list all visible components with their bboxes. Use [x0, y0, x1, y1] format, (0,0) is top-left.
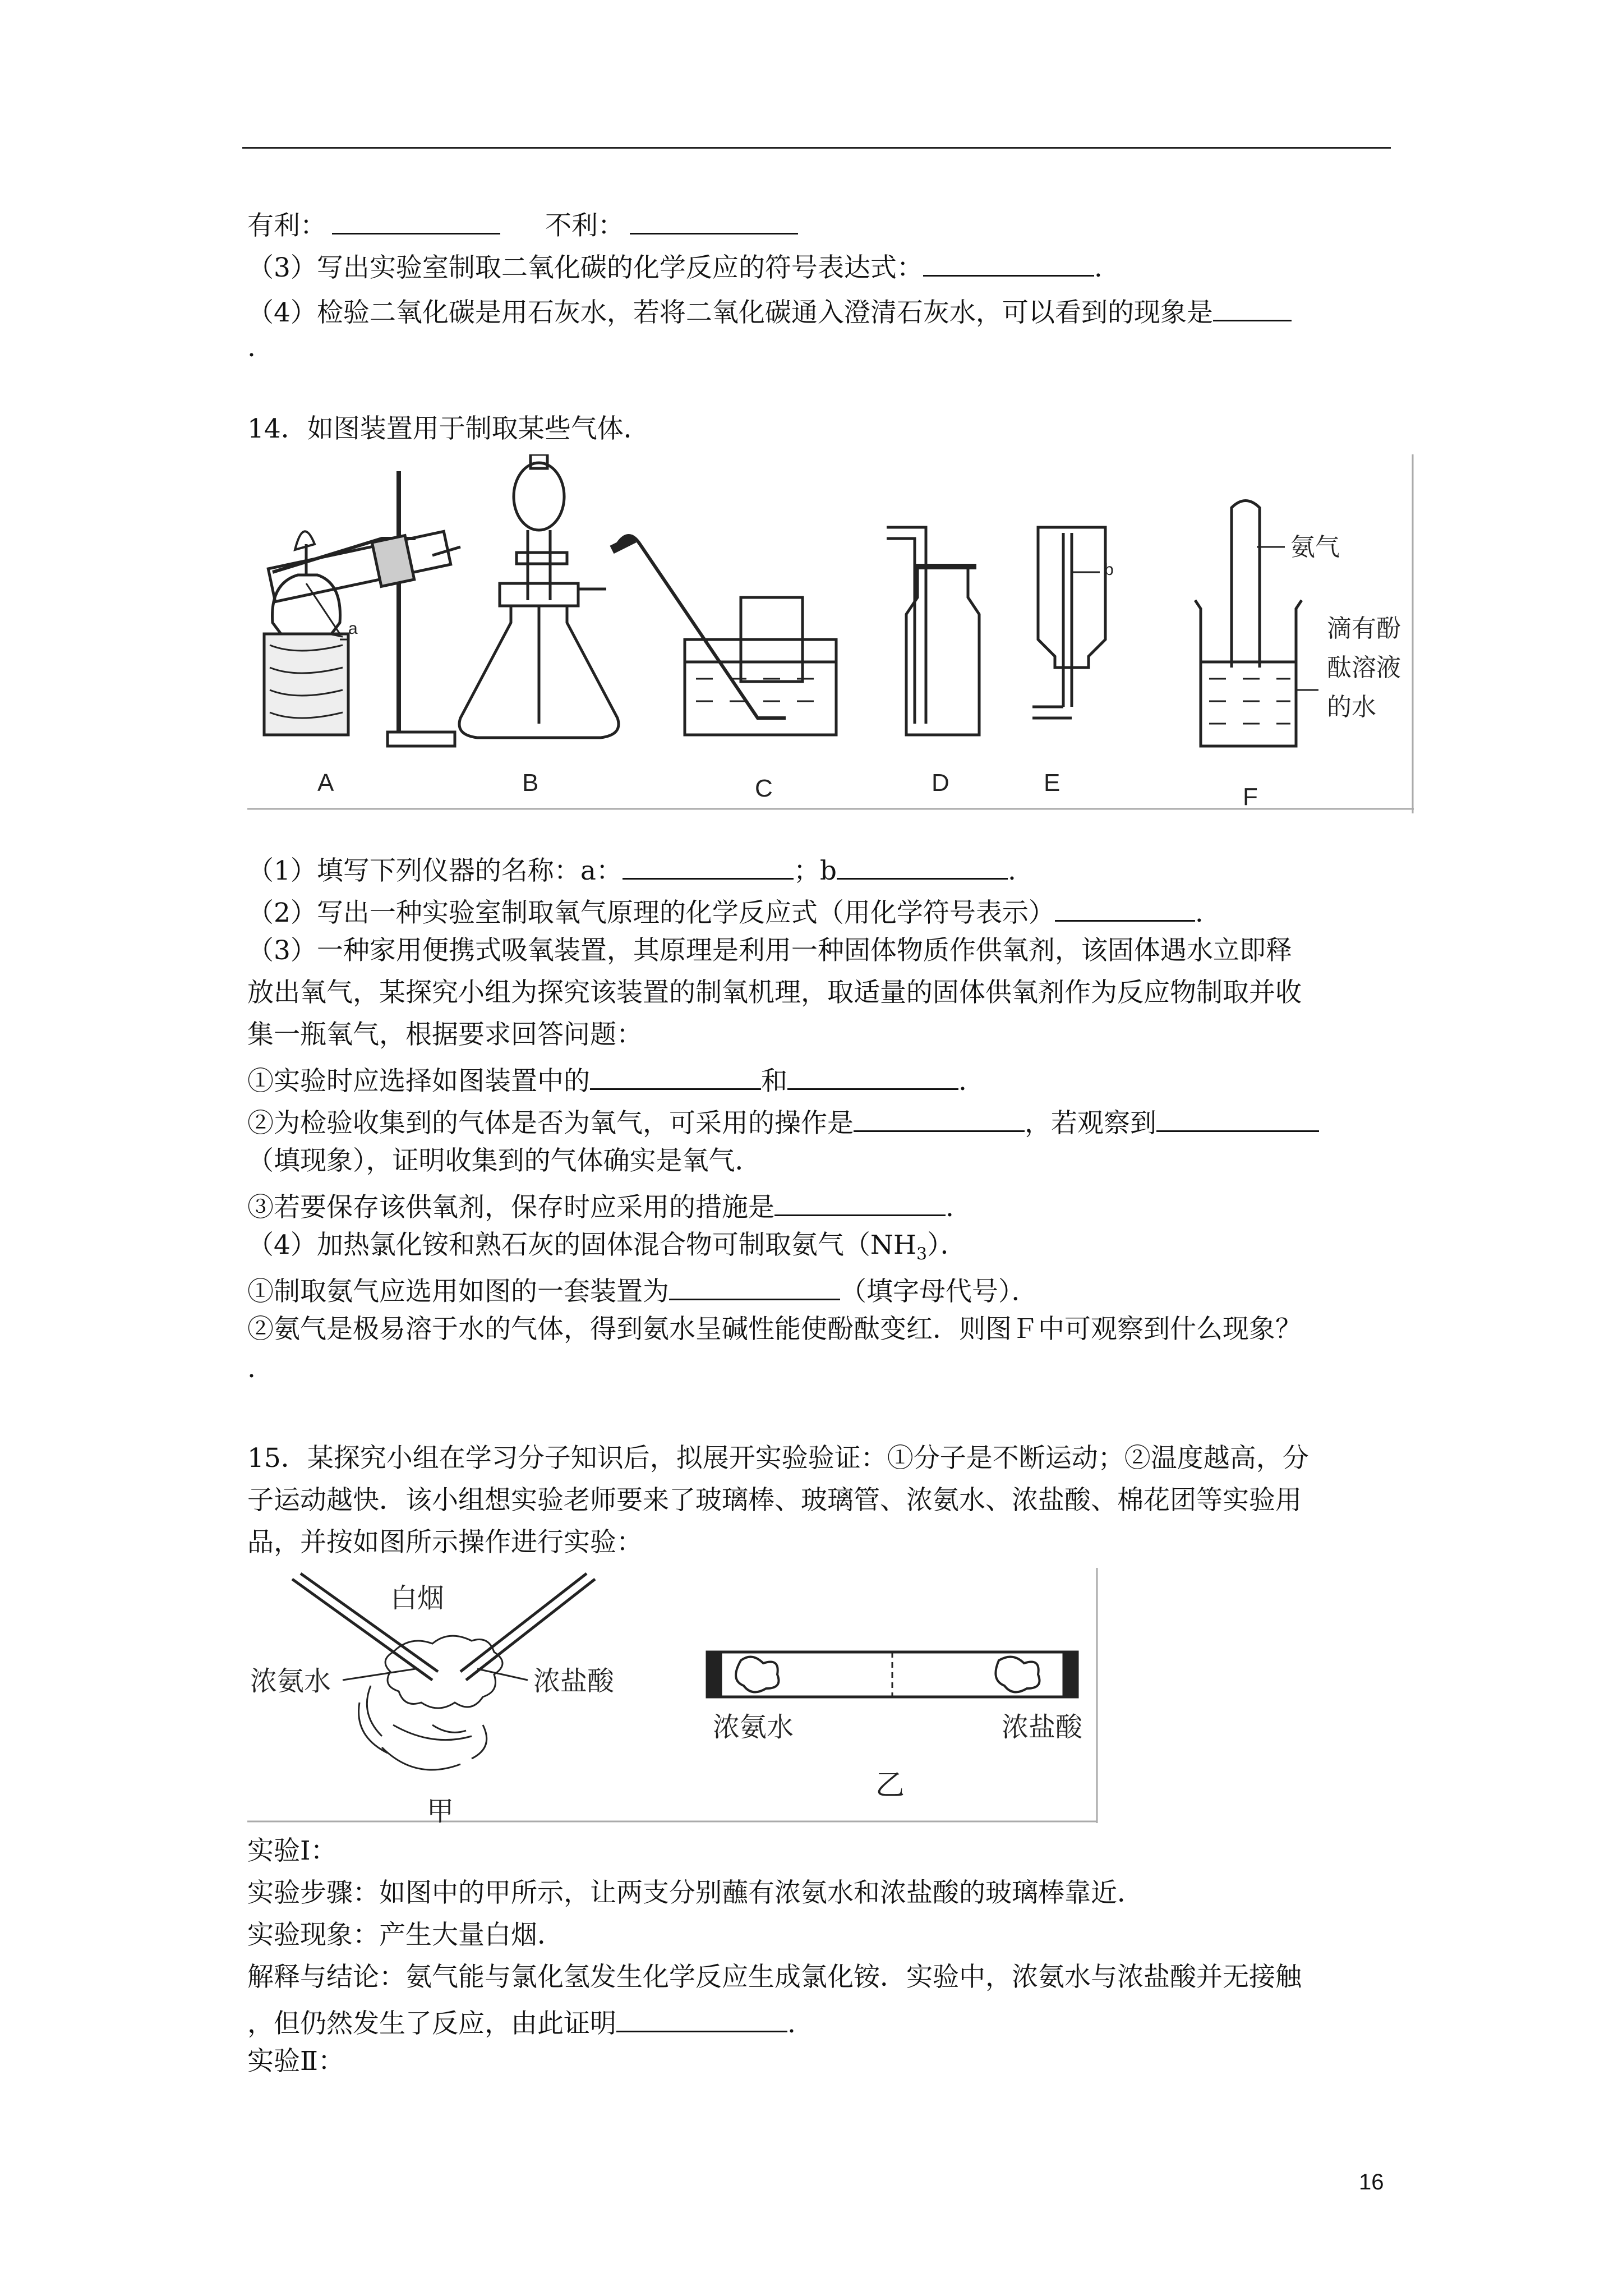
- apparatus-e: [1032, 527, 1114, 797]
- text-line: （4）检验二氧化碳是用石灰水，若将二氧化碳通入澄清石灰水，可以看到的现象是: [247, 292, 1292, 330]
- text-line: （3）写出实验室制取二氧化碳的化学反应的符号表达式： .: [247, 247, 1103, 285]
- svg-text:B: B: [522, 769, 539, 797]
- svg-text:滴有酚: 滴有酚: [1327, 614, 1401, 643]
- text-line: ，但仍然发生了反应，由此证明 .: [247, 2003, 796, 2041]
- text-line: 有利： 不利：: [247, 205, 798, 243]
- text-line: ①实验时应选择如图装置中的 和 .: [247, 1060, 967, 1098]
- text-line: .: [247, 332, 256, 363]
- text-line: 实验Ⅰ：: [247, 1835, 337, 1866]
- svg-text:C: C: [755, 775, 773, 802]
- svg-text:甲: 甲: [427, 1796, 454, 1826]
- svg-text:浓盐酸: 浓盐酸: [1002, 1711, 1083, 1743]
- diagram-jia: [250, 1573, 615, 1826]
- figure-15-experiment: [247, 1568, 1100, 1826]
- text-line: ②为检验收集到的气体是否为氧气，可采用的操作是 ，若观察到: [247, 1102, 1319, 1140]
- text-line: 实验Ⅱ：: [247, 2046, 344, 2077]
- header-rule: [242, 147, 1391, 149]
- text-line: （填现象），证明收集到的气体确实是氧气．: [247, 1145, 762, 1176]
- svg-text:a: a: [348, 619, 358, 638]
- apparatus-a: [264, 471, 460, 797]
- diagram-yi: [707, 1652, 1083, 1802]
- text-line: ②氨气是极易溶于水的气体，得到氨水呈碱性能使酚酞变红．则图Ｆ中可观察到什么现象？: [247, 1314, 1302, 1345]
- apparatus-c: [612, 536, 836, 802]
- text-line: ③若要保存该供氧剂，保存时应采用的措施是 .: [247, 1186, 954, 1225]
- svg-text:E: E: [1044, 769, 1061, 797]
- svg-text:乙: 乙: [875, 1769, 905, 1802]
- text-line: 解释与结论：氨气能与氯化氢发生化学反应生成氯化铵．实验中，浓氨水与浓盐酸并无接触: [247, 1962, 1302, 1993]
- svg-text:浓氨水: 浓氨水: [713, 1711, 794, 1743]
- svg-text:酞溶液: 酞溶液: [1327, 654, 1401, 682]
- svg-text:白烟: 白烟: [390, 1582, 445, 1614]
- question-15: 15．某探究小组在学习分子知识后，拟展开实验验证：①分子是不断运动；②温度越高，分: [247, 1443, 1309, 1474]
- svg-text:A: A: [317, 769, 334, 797]
- text-line: （4）加热氯化铵和熟石灰的固体混合物可制取氨气$(NH_3)$．: [247, 1230, 967, 1264]
- text-line: （2）写出一种实验室制取氧气原理的化学反应式（用化学符号表示） .: [247, 892, 1204, 930]
- text-line: .: [247, 1353, 256, 1384]
- svg-text:b: b: [1104, 560, 1114, 579]
- svg-text:氨气: 氨气: [1290, 533, 1340, 562]
- text-line: 品，并按如图所示操作进行实验：: [247, 1527, 643, 1558]
- apparatus-b: [459, 454, 619, 797]
- text-line: 子运动越快．该小组想实验老师要来了玻璃棒、玻璃管、浓氨水、浓盐酸、棉花团等实验用: [247, 1485, 1302, 1516]
- text-line: （3）一种家用便携式吸氧装置，其原理是利用一种固体物质作供氧剂，该固体遇水立即释: [247, 935, 1292, 966]
- page-number: 16: [1359, 2170, 1384, 2194]
- apparatus-f: [1195, 501, 1401, 811]
- question-14: 14．如图装置用于制取某些气体．: [247, 413, 650, 444]
- svg-text:F: F: [1243, 783, 1258, 811]
- svg-text:浓盐酸: 浓盐酸: [533, 1665, 615, 1697]
- text-line: 实验现象：产生大量白烟．: [247, 1920, 564, 1950]
- text-line: 集一瓶氧气，根据要求回答问题：: [247, 1019, 643, 1050]
- apparatus-d: [887, 527, 979, 797]
- text-line: （1）填写下列仪器的名称：a： ；b .: [247, 850, 1016, 888]
- text-line: ①制取氨气应选用如图的一套装置为 （填字母代号）．: [247, 1271, 1038, 1309]
- text-line: 实验步骤：如图中的甲所示，让两支分别蘸有浓氨水和浓盐酸的玻璃棒靠近．: [247, 1878, 1144, 1908]
- svg-text:的水: 的水: [1327, 693, 1376, 721]
- text-line: 放出氧气，某探究小组为探究该装置的制氧机理，取适量的固体供氧剂作为反应物制取并收: [247, 977, 1302, 1008]
- figure-14-apparatus: [247, 454, 1414, 819]
- svg-text:浓氨水: 浓氨水: [250, 1665, 331, 1697]
- svg-text:D: D: [932, 769, 949, 797]
